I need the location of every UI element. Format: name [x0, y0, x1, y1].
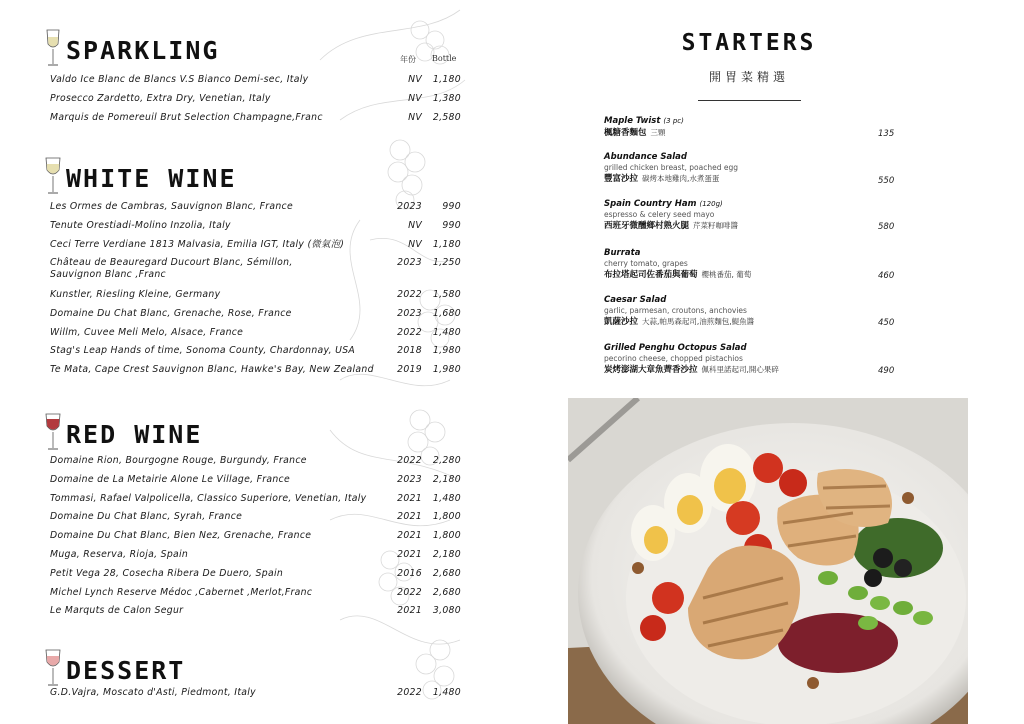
starters-page: [470, 0, 1024, 724]
menu-item-price: 580: [878, 222, 895, 232]
white-wine-glass-icon: [44, 28, 62, 70]
wine-row: Les Ormes de Cambras, Sauvignon Blanc, France 2023 990: [50, 201, 461, 212]
title-divider: [698, 100, 801, 101]
wine-row: Valdo Ice Blanc de Blancs V.S Bianco Demi-sec, Italy NV 1,180: [50, 74, 461, 85]
wine-row: Château de Beauregard Ducourt Blanc, Sémillon, Sauvignon Blanc ,Franc 2023 1,250: [50, 257, 461, 281]
red-wine-glass-icon: [44, 412, 62, 454]
menu-item: Spain Country Ham (120g) espresso & celery seed mayo 西班牙微醺鄉村熟火腿 芹菜籽咖啡醬 580: [604, 199, 895, 232]
menu-item-price: 490: [878, 366, 895, 376]
wine-row: Tenute Orestiadi-Molino Inzolia, Italy NV 990: [50, 219, 461, 231]
menu-item: Burrata cherry tomato, grapes 布拉塔起司佐番茄與葡萄 櫻桃番茄, 葡萄 460: [604, 248, 895, 281]
section-title: DESSERT: [66, 656, 186, 685]
section-title: RED WINE: [66, 420, 203, 449]
menu-item-price: 460: [878, 271, 895, 281]
wine-row: Kunstler, Riesling Kleine, Germany 2022 1,580: [50, 288, 461, 300]
salad-plate-illustration: [568, 398, 968, 724]
menu-item-price: 135: [878, 129, 895, 139]
wine-row: Le Marquts de Calon Segur 2021 3,080: [50, 605, 461, 617]
wine-row: Michel Lynch Reserve Médoc ,Cabernet ,Merlot,Franc 2022 2,680: [50, 586, 461, 598]
section-white-wine: [44, 164, 464, 376]
menu-item-price: 550: [878, 176, 895, 186]
wine-row: Muga, Reserva, Rioja, Spain 2021 2,180: [50, 548, 461, 560]
wine-row: Tommasi, Rafael Valpolicella, Classico Superiore, Venetian, Italy 2021 1,480: [50, 492, 461, 504]
salad-photo: [568, 398, 968, 724]
wine-row: Stag's Leap Hands of time, Sonoma County, Chardonnay, USA 2018 1,980: [50, 345, 461, 357]
wine-row: Domaine Du Chat Blanc, Bien Nez, Grenache, France 2021 1,800: [50, 530, 461, 542]
section-sparkling: [44, 36, 464, 123]
wine-row: Petit Vega 28, Cosecha Ribera De Duero, Spain 2016 2,680: [50, 567, 461, 579]
wine-row: Willm, Cuvee Meli Melo, Alsace, France 2022 1,480: [50, 326, 461, 338]
column-header-bottle: Bottle: [432, 54, 457, 63]
menu-item: Grilled Penghu Octopus Salad pecorino cheese, chopped pistachios 炭烤澎湖大章魚薺香沙拉 佩科里諾起司,開心果碎 490: [604, 343, 895, 376]
wine-row: Domaine de La Metairie Alone Le Village, France 2023 2,180: [50, 473, 461, 485]
section-title: WHITE WINE: [66, 164, 237, 193]
wine-row: Prosecco Zardetto, Extra Dry, Venetian, Italy NV 1,380: [50, 92, 461, 104]
section-red-wine: [44, 420, 464, 617]
menu-item: Abundance Salad grilled chicken breast, poached egg 豐富沙拉 碳烤本地雞肉,水煮蛋蛋 550: [604, 152, 895, 186]
wine-row: G.D.Vajra, Moscato d'Asti, Piedmont, Italy 2022 1,480: [50, 687, 461, 698]
section-title: SPARKLING: [66, 36, 220, 65]
wine-row: Domaine Du Chat Blanc, Grenache, Rose, France 2023 1,680: [50, 307, 461, 319]
page-subtitle: 開胃菜精選: [708, 70, 789, 84]
menu-item-price: 450: [878, 318, 895, 328]
menu-item: Maple Twist (3 pc) 楓糖香麵包 三顆 135: [604, 116, 895, 139]
menu-item: Caesar Salad garlic, parmesan, croutons, anchovies 凱薩沙拉 大蒜,帕馬森起司,油煎麵包,鯷魚醬 450: [604, 295, 895, 328]
wine-row: Domaine Rion, Bourgogne Rouge, Burgundy, France 2022 2,280: [50, 455, 461, 466]
wine-row: Te Mata, Cape Crest Sauvignon Blanc, Hawke's Bay, New Zealand 2019 1,980: [50, 364, 461, 376]
wine-row: Marquis de Pomereuil Brut Selection Champagne,Franc NV 2,580: [50, 111, 461, 123]
white-wine-glass-icon: [44, 156, 62, 198]
column-header-year: 年份: [400, 55, 416, 64]
page-title: STARTERS: [681, 30, 817, 56]
wine-row: Ceci Terre Verdiane 1813 Malvasia, Emilia IGT, Italy (微氣泡) NV 1,180: [50, 238, 461, 250]
wine-row: Domaine Du Chat Blanc, Syrah, France 2021 1,800: [50, 511, 461, 523]
wine-page: [0, 0, 470, 724]
section-dessert: [44, 656, 464, 698]
